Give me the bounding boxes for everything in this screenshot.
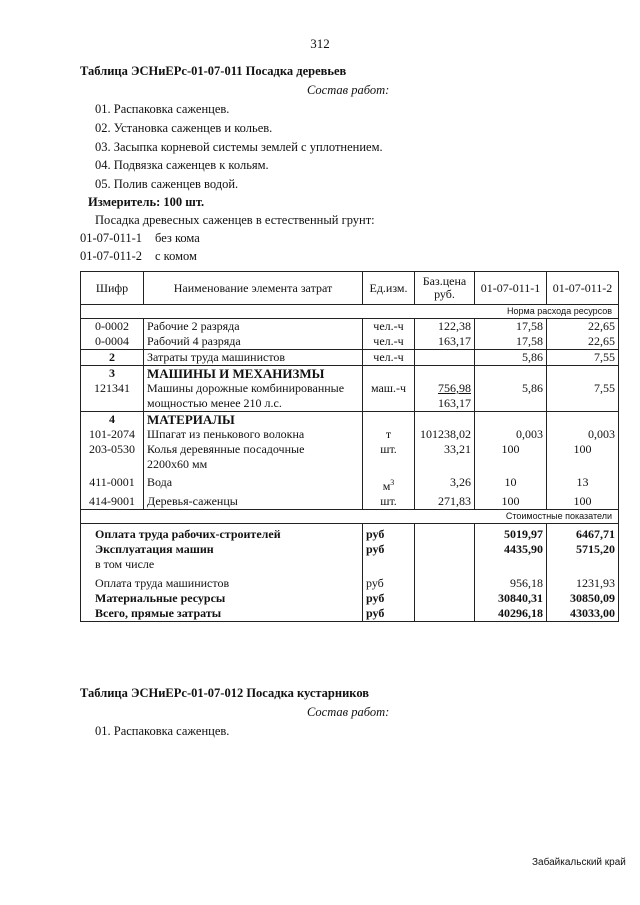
total-unit: руб	[363, 524, 415, 543]
table-row	[81, 442, 619, 472]
total-name: в том числе	[81, 557, 363, 572]
operation-item: 03. Засыпка корневой системы землей с уплотнением.	[95, 140, 383, 154]
section-row	[81, 412, 619, 428]
header-code: Шифр	[81, 272, 144, 305]
cell-value-2: 7,55	[547, 350, 619, 366]
cell-price: 271,83	[415, 494, 475, 510]
total-unit: руб	[363, 591, 415, 606]
table1-composition-heading: Состав работ:	[307, 83, 390, 97]
cell-name: Затраты труда машинистов	[144, 350, 363, 366]
totals-row	[81, 606, 619, 622]
table-row	[81, 427, 619, 442]
section-title: МАШИНЫ И МЕХАНИЗМЫ	[144, 366, 363, 382]
operation-item: 02. Установка саженцев и кольев.	[95, 121, 273, 135]
total-value-2: 6467,71	[547, 524, 619, 543]
cell-price	[415, 350, 475, 366]
total-value-1: 4435,90	[475, 542, 547, 557]
variant-text: с комом	[155, 249, 197, 263]
totals-row	[81, 557, 619, 572]
region-footer: Забайкальский край	[532, 857, 626, 868]
table-header-row	[81, 272, 619, 305]
total-name: Оплата труда рабочих-строителей	[81, 524, 363, 543]
total-value-2: 1231,93	[547, 572, 619, 591]
cell-name: Вода	[144, 472, 363, 494]
totals-row	[81, 542, 619, 557]
total-unit: руб	[363, 542, 415, 557]
operation-item: 01. Распаковка саженцев.	[95, 102, 230, 116]
total-name: Оплата труда машинистов	[81, 572, 363, 591]
table2-title: Таблица ЭСНиЕРс-01-07-012 Посадка кустарников	[80, 686, 370, 700]
operation-item: 01. Распаковка саженцев.	[95, 724, 230, 738]
total-value-1: 5019,97	[475, 524, 547, 543]
cell-code: 2	[81, 350, 144, 366]
measure-unit: Измеритель: 100 шт.	[88, 195, 205, 209]
variant-text: без кома	[155, 231, 200, 245]
cell-code: 101-2074	[81, 427, 144, 442]
totals-row	[81, 591, 619, 606]
cell-value-2: 22,65	[547, 319, 619, 335]
header-col1: 01-07-011-1	[475, 272, 547, 305]
cell-value-1: 100	[475, 494, 547, 510]
header-price: Баз.цена руб.	[415, 272, 475, 305]
cell-value-2: 100	[547, 442, 619, 472]
total-value-2: 30850,09	[547, 591, 619, 606]
cell-name: Рабочий 4 разряда	[144, 334, 363, 350]
page-number: 312	[310, 36, 330, 51]
cell-code: 411-0001	[81, 472, 144, 494]
cell-unit: чел.-ч	[363, 319, 415, 335]
cell-unit: $м^3$	[363, 472, 415, 494]
band-row	[81, 510, 619, 524]
cell-value-2: 7,55	[547, 381, 619, 412]
cell-name: Машины дорожные комбинированные мощностью менее 210 л.с.	[144, 381, 363, 412]
band-costs: Стоимостные показатели	[81, 510, 619, 524]
cell-value-1: 5,86	[475, 350, 547, 366]
variant-code: 01-07-011-1	[80, 231, 143, 245]
cell-value-1: 17,58	[475, 334, 547, 350]
cell-code: 0-0002	[81, 319, 144, 335]
total-value-2: 43033,00	[547, 606, 619, 622]
table-row	[81, 319, 619, 335]
table-row	[81, 334, 619, 350]
header-name: Наименование элемента затрат	[144, 272, 363, 305]
cell-value-1: 100	[475, 442, 547, 472]
cell-value-1: 0,003	[475, 427, 547, 442]
cell-price: 101238,02	[415, 427, 475, 442]
totals-row	[81, 524, 619, 543]
total-unit: руб	[363, 572, 415, 591]
cell-code: 0-0004	[81, 334, 144, 350]
cell-price: 3,26	[415, 472, 475, 494]
cell-value-1: 17,58	[475, 319, 547, 335]
total-name: Материальные ресурсы	[81, 591, 363, 606]
table-row	[81, 350, 619, 366]
cell-unit: чел.-ч	[363, 350, 415, 366]
cell-name: Рабочие 2 разряда	[144, 319, 363, 335]
total-name: Эксплуатация машин	[81, 542, 363, 557]
work-description: Посадка древесных саженцев в естественный грунт:	[95, 213, 375, 227]
cell-code: 203-0530	[81, 442, 144, 472]
cell-value-2: 22,65	[547, 334, 619, 350]
table2-composition-heading: Состав работ:	[307, 705, 390, 719]
cell-code: 414-9001	[81, 494, 144, 510]
table1-title: Таблица ЭСНиЕРс-01-07-011 Посадка деревьев	[80, 64, 347, 78]
total-unit: руб	[363, 606, 415, 622]
cell-price: 33,21	[415, 442, 475, 472]
table-row	[81, 494, 619, 510]
cell-name: Деревья-саженцы	[144, 494, 363, 510]
cell-value-2: 0,003	[547, 427, 619, 442]
total-value-1: 956,18	[475, 572, 547, 591]
band-row	[81, 305, 619, 319]
section-title: МАТЕРИАЛЫ	[144, 412, 363, 428]
section-number: 4	[81, 412, 144, 428]
cell-value-2: 100	[547, 494, 619, 510]
cell-price: 163,17	[415, 334, 475, 350]
header-unit: Ед.изм.	[363, 272, 415, 305]
cell-name: Колья деревянные посадочные 2200х60 мм	[144, 442, 363, 472]
table-row	[81, 381, 619, 412]
cell-unit: шт.	[363, 442, 415, 472]
cell-unit: т	[363, 427, 415, 442]
totals-row	[81, 572, 619, 591]
cell-value-1: 5,86	[475, 381, 547, 412]
cell-name: Шпагат из пенькового волокна	[144, 427, 363, 442]
cell-code: 121341	[81, 381, 144, 412]
total-name: Всего, прямые затраты	[81, 606, 363, 622]
cell-price: 756,98 163,17	[415, 381, 475, 412]
operation-item: 04. Подвязка саженцев к кольям.	[95, 158, 269, 172]
table-row	[81, 472, 619, 494]
band-resources: Норма расхода ресурсов	[81, 305, 619, 319]
cell-price: 122,38	[415, 319, 475, 335]
cell-unit: шт.	[363, 494, 415, 510]
cost-table	[80, 271, 619, 622]
total-value-1: 30840,31	[475, 591, 547, 606]
cell-unit: маш.-ч	[363, 381, 415, 412]
section-row	[81, 366, 619, 382]
section-number: 3	[81, 366, 144, 382]
total-value-2: 5715,20	[547, 542, 619, 557]
cell-unit: чел.-ч	[363, 334, 415, 350]
header-col2: 01-07-011-2	[547, 272, 619, 305]
variant-code: 01-07-011-2	[80, 249, 143, 263]
total-value-1: 40296,18	[475, 606, 547, 622]
operation-item: 05. Полив саженцев водой.	[95, 177, 239, 191]
cell-value-1: 10	[475, 472, 547, 494]
cell-value-2: 13	[547, 472, 619, 494]
